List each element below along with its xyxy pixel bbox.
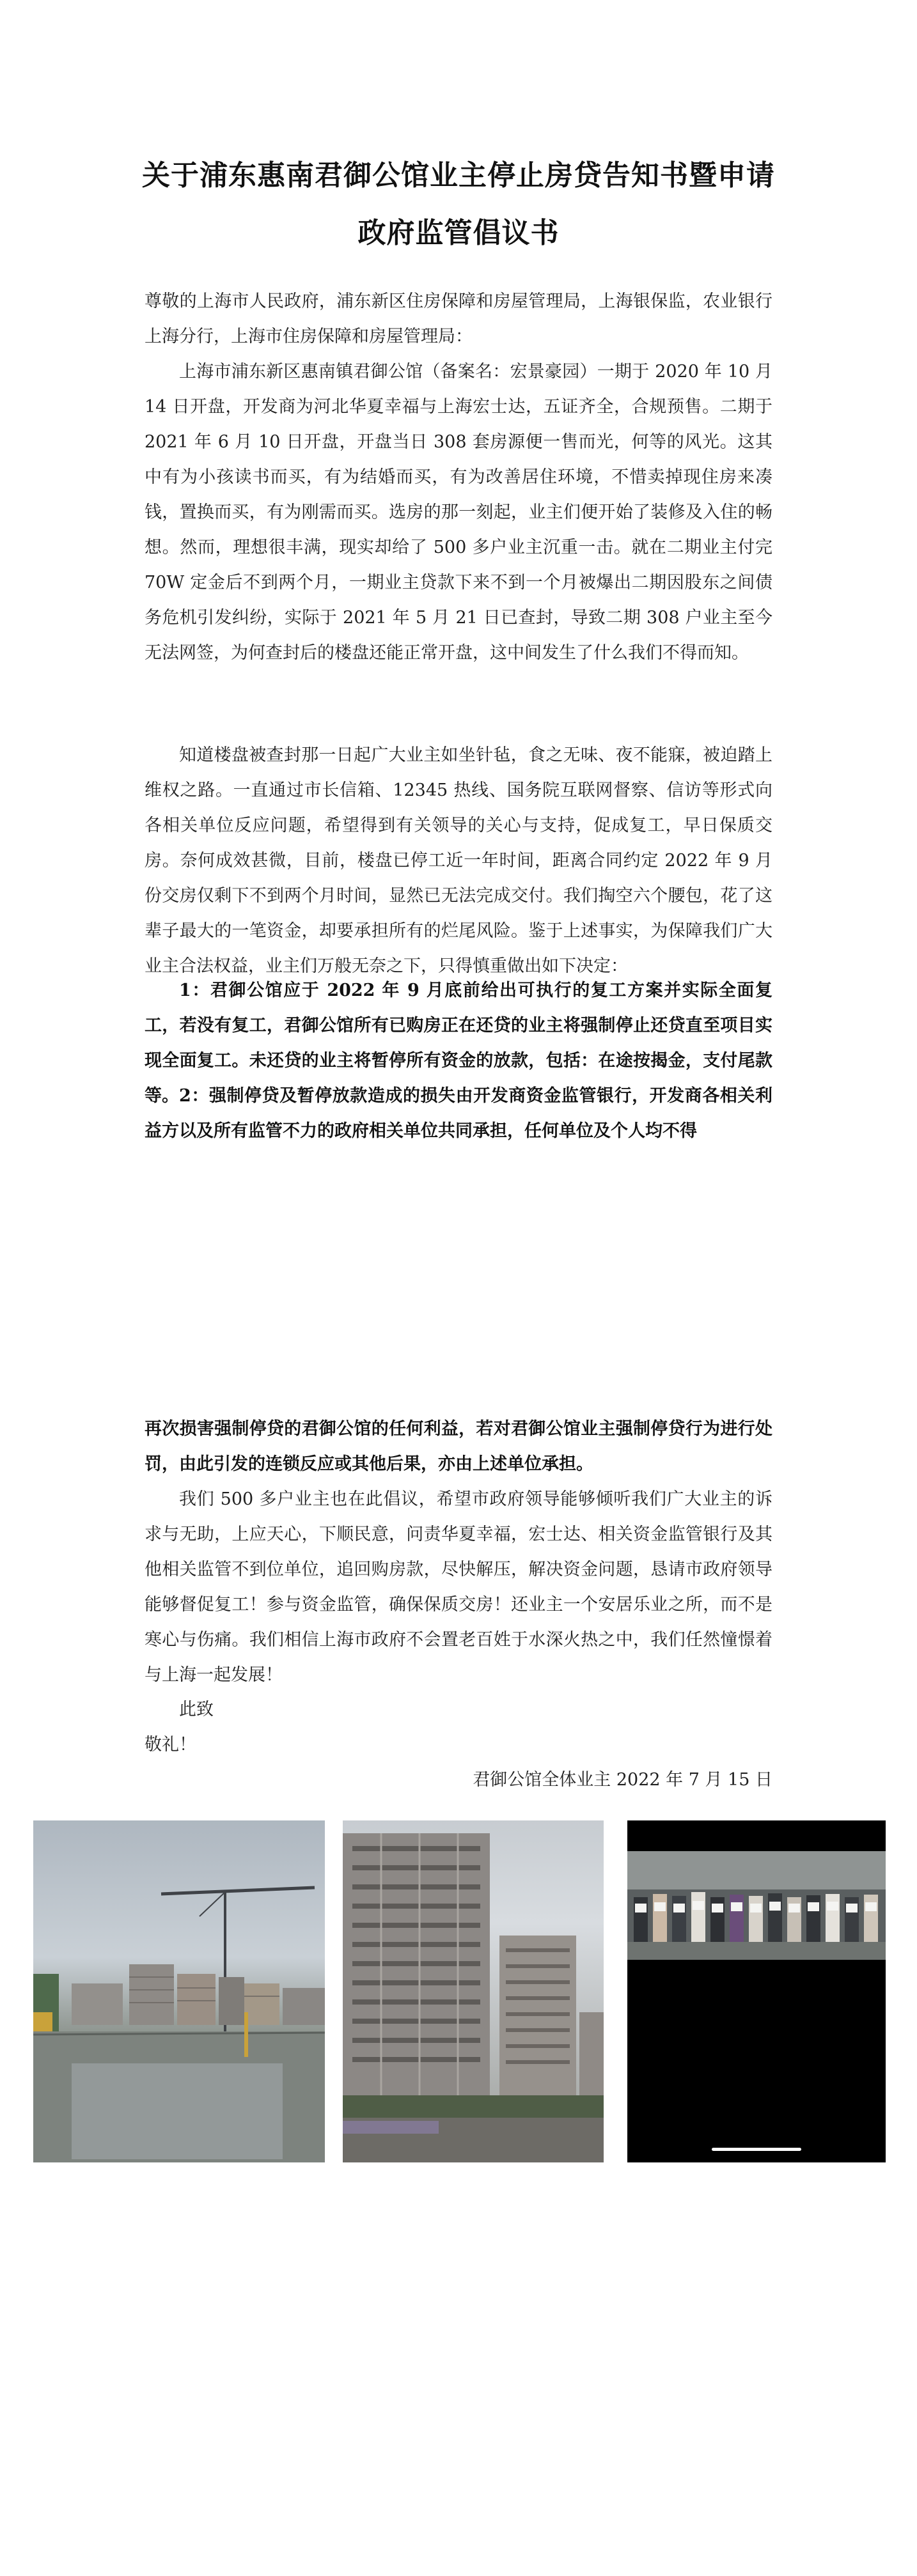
signature: 君御公馆全体业主 2022 年 7 月 15 日 [473, 1770, 772, 1790]
paragraph-background: 上海市浦东新区惠南镇君御公馆（备案名：宏景豪园）一期于 2020 年 10 月 14 日开盘，开发商为河北华夏幸福与上海宏士达，五证齐全，合规预售。二期于 2021 年 6 月 10 日开盘，开盘当日 308 套房源便一售而光，何等的风光。这其中有为小孩读书而买，有为结婚而买，有为改善居住环境，不惜卖掉现住房来凑钱，置换而买，有为刚需而买。选房的那一刻起，业主们便开始了装修及入住的畅想。然而，理想很丰满，现实却给了 500 多户业主沉重一击。就在二期业主付完 70W 定金后不到两个月，一期业主贷款下来不到一个月被爆出二期因股东之间债务危机引发纠纷，实际于 2021 年 5 月 21 日已查封，导致二期 308 户业主至今无法网签，为何查封后的楼盘还能正常开盘，这中间发生了什么我们不得而知。 [145, 362, 772, 663]
owners-protest-photo [627, 1820, 886, 2162]
closing-regards: 敬礼！ [145, 1735, 196, 1755]
paragraph-appeal: 我们 500 多户业主也在此倡议，希望市政府领导能够倾听我们广大业主的诉求与无助，上应天心，下顺民意，问责华夏幸福，宏士达、相关资金监管银行及其他相关监管不到位单位，追回购房款，尽快解压，解决资金问题，恳请市政府领导能够督促复工！参与资金监管，确保保质交房！还业主一个安居乐业之所，而不是寒心与伤痛。我们相信上海市政府不会置老百姓于水深火热之中，我们任然憧憬着与上海一起发展！ [145, 1489, 772, 1685]
greeting: 尊敬的上海市人民政府，浦东新区住房保障和房屋管理局，上海银保监，农业银行上海分行，上海市住房保障和房屋管理局： [145, 291, 772, 346]
construction-site-photo [33, 1820, 325, 2162]
title-line-2: 政府监管倡议书 [357, 217, 560, 249]
stalled-building-photo [343, 1820, 604, 2162]
closing-salutation: 此致 [179, 1700, 214, 1719]
title-line-1: 关于浦东惠南君御公馆业主停止房贷告知书暨申请 [142, 159, 775, 192]
decision-2-part-2: 再次损害强制停贷的君御公馆的任何利益，若对君御公馆业主强制停贷行为进行处罚，由此引发的连锁反应或其他后果，亦由上述单位承担。 [145, 1419, 772, 1474]
paragraph-rights-protection: 知道楼盘被查封那一日起广大业主如坐针毡，食之无味、夜不能寐，被迫踏上维权之路。一直通过市长信箱、12345 热线、国务院互联网督察、信访等形式向各相关单位反应问题，希望得到有关领导的关心与支持，促成复工，早日保质交房。奈何成效甚微，目前，楼盘已停工近一年时间，距离合同约定 2022 年 9 月份交房仅剩下不到两个月时间，显然已无法完成交付。我们掏空六个腰包，花了这辈子最大的一笔资金，却要承担所有的烂尾风险。鉴于上述事实，为保障我们广大业主合法权益，业主们万般无奈之下，只得慎重做出如下决定： [145, 745, 772, 976]
decision-2-part-1: 2：强制停贷及暂停放款造成的损失由开发商资金监管银行，开发商各相关利益方以及所有监管不力的政府相关单位共同承担，任何单位及个人均不得 [145, 1086, 772, 1141]
decision-1: 1：君御公馆应于 2022 年 9 月底前给出可执行的复工方案并实际全面复工，若没有复工，君御公馆所有已购房正在还贷的业主将强制停止还贷直至项目实现全面复工。未还贷的业主将暂停所有资金的放款，包括：在途按揭金，支付尾款等。 [145, 981, 772, 1106]
